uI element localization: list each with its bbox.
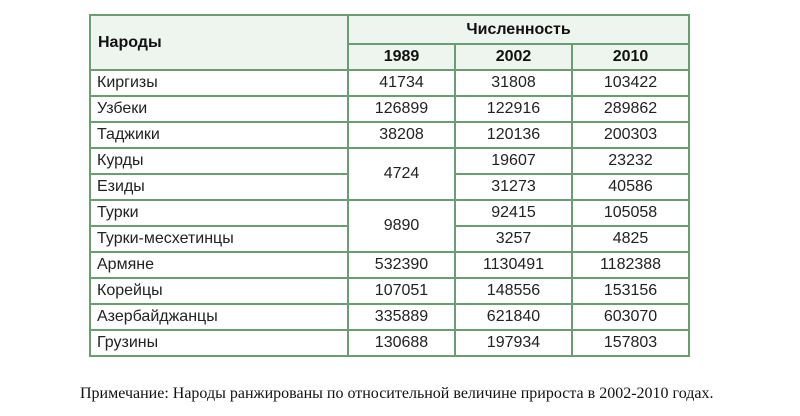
population-table-container [89, 14, 688, 357]
table-row [90, 148, 689, 174]
cell-1989-merged: 4724 [348, 148, 455, 200]
row-name: Турки-месхетинцы [90, 226, 348, 252]
row-name: Киргизы [90, 70, 348, 96]
cell-2002: 197934 [455, 330, 572, 356]
cell-1989: 126899 [348, 96, 455, 122]
cell-2002: 148556 [455, 278, 572, 304]
cell-2002: 19607 [455, 148, 572, 174]
row-name: Грузины [90, 330, 348, 356]
cell-2010: 157803 [572, 330, 689, 356]
table-row [90, 304, 689, 330]
cell-1989: 107051 [348, 278, 455, 304]
table-row [90, 70, 689, 96]
cell-2010: 23232 [572, 148, 689, 174]
header-year-2010: 2010 [572, 44, 689, 70]
population-table [89, 14, 690, 357]
row-name: Армяне [90, 252, 348, 278]
cell-2002: 92415 [455, 200, 572, 226]
header-count: Численность [348, 15, 689, 44]
cell-2002: 120136 [455, 122, 572, 148]
header-peoples: Народы [90, 15, 348, 70]
cell-1989: 130688 [348, 330, 455, 356]
row-name: Езиды [90, 174, 348, 200]
cell-2010: 103422 [572, 70, 689, 96]
cell-1989: 532390 [348, 252, 455, 278]
cell-2002: 621840 [455, 304, 572, 330]
table-row [90, 200, 689, 226]
cell-2002: 122916 [455, 96, 572, 122]
table-row [90, 96, 689, 122]
row-name: Азербайджанцы [90, 304, 348, 330]
cell-2002: 31273 [455, 174, 572, 200]
table-row [90, 252, 689, 278]
cell-2010: 4825 [572, 226, 689, 252]
table-note: Примечание: Народы ранжированы по относительной величине прироста в 2002-2010 годах. [80, 385, 714, 402]
row-name: Таджики [90, 122, 348, 148]
header-year-2002: 2002 [455, 44, 572, 70]
row-name: Курды [90, 148, 348, 174]
cell-1989: 41734 [348, 70, 455, 96]
cell-2002: 31808 [455, 70, 572, 96]
table-row [90, 122, 689, 148]
cell-2010: 200303 [572, 122, 689, 148]
cell-2010: 105058 [572, 200, 689, 226]
cell-2010: 153156 [572, 278, 689, 304]
cell-2002: 3257 [455, 226, 572, 252]
cell-2010: 40586 [572, 174, 689, 200]
cell-1989: 335889 [348, 304, 455, 330]
table-row [90, 330, 689, 356]
header-year-1989: 1989 [348, 44, 455, 70]
row-name: Турки [90, 200, 348, 226]
cell-2002: 1130491 [455, 252, 572, 278]
cell-1989-merged: 9890 [348, 200, 455, 252]
cell-2010: 1182388 [572, 252, 689, 278]
table-row [90, 278, 689, 304]
row-name: Корейцы [90, 278, 348, 304]
cell-2010: 603070 [572, 304, 689, 330]
cell-1989: 38208 [348, 122, 455, 148]
cell-2010: 289862 [572, 96, 689, 122]
row-name: Узбеки [90, 96, 348, 122]
